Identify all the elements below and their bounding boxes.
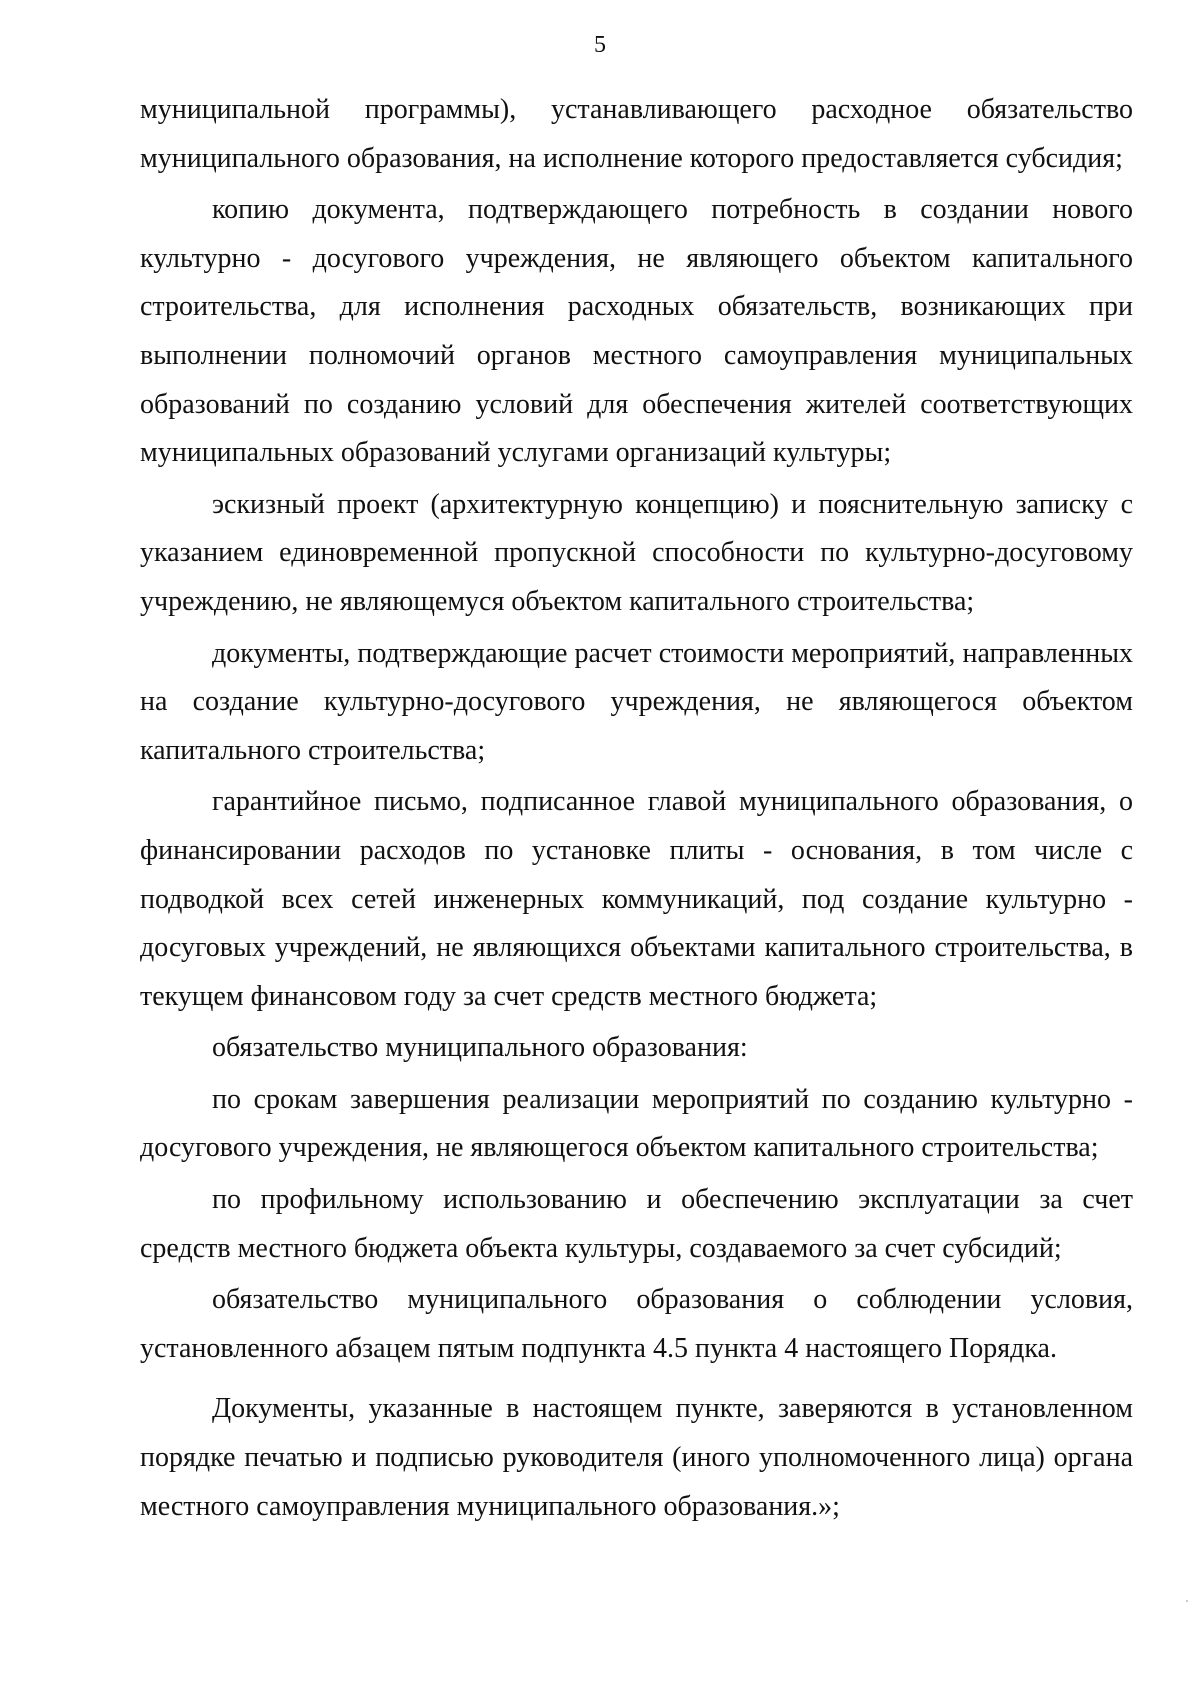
paragraph-cost-documents: документы, подтверждающие расчет стоимости мероприятий, направленных на создание культурно-досугового учреждения, не являющегося объектом капитального строительства; [140, 637, 1133, 766]
paragraph-document-copy: копию документа, подтверждающего потребность в создании нового культурно - досугового учреждения, не являющего объектом капитального строительства, для исполнения расходных обязательств, возникающих при выполнении полномочий органов местного самоуправления муниципальных образований по созданию условий для обеспечения жителей соответствующих муниципальных образований услугами организаций культуры; [140, 194, 1133, 469]
document-body [140, 86, 1133, 1534]
paragraph-continuation: муниципальной программы), устанавливающего расходное обязательство муниципального образования, на исполнение которого предоставляется субсидия; [140, 94, 1133, 174]
paragraph-guarantee-letter: гарантийное письмо, подписанное главой муниципального образования, о финансировании расходов по установке плиты - основания, в том числе с подводкой всех сетей инженерных коммуникаций, под создание культурно - досуговых учреждений, не являющихся объектами капитального строительства, в текущем финансовом году за счет средств местного бюджета; [140, 786, 1133, 1012]
paragraph-obligation-usage: по профильному использованию и обеспечению эксплуатации за счет средств местного бюджета объекта культуры, создаваемого за счет субсидий; [140, 1184, 1133, 1264]
paragraph-sketch-project: эскизный проект (архитектурную концепцию) и пояснительную записку с указанием единовременной пропускной способности по культурно-досуговому учреждению, не являющемуся объектом капитального строительства; [140, 488, 1133, 617]
page-number: 5 [594, 32, 606, 58]
scan-artifact [1186, 1600, 1188, 1602]
paragraph-obligation-condition: обязательство муниципального образования о соблюдении условия, установленного абзацем пятым подпункта 4.5 пункта 4 настоящего Порядка. [140, 1284, 1133, 1364]
paragraph-obligation-deadlines: по срокам завершения реализации мероприятий по созданию культурно - досугового учреждения, не являющегося объектом капитального строительства; [140, 1083, 1133, 1164]
paragraph-obligation-heading: обязательство муниципального образования: [212, 1032, 748, 1064]
paragraph-certification: Документы, указанные в настоящем пункте, заверяются в установленном порядке печатью и подписью руководителя (иного уполномоченного лица) органа местного самоуправления муниципального образования.»; [140, 1393, 1133, 1522]
